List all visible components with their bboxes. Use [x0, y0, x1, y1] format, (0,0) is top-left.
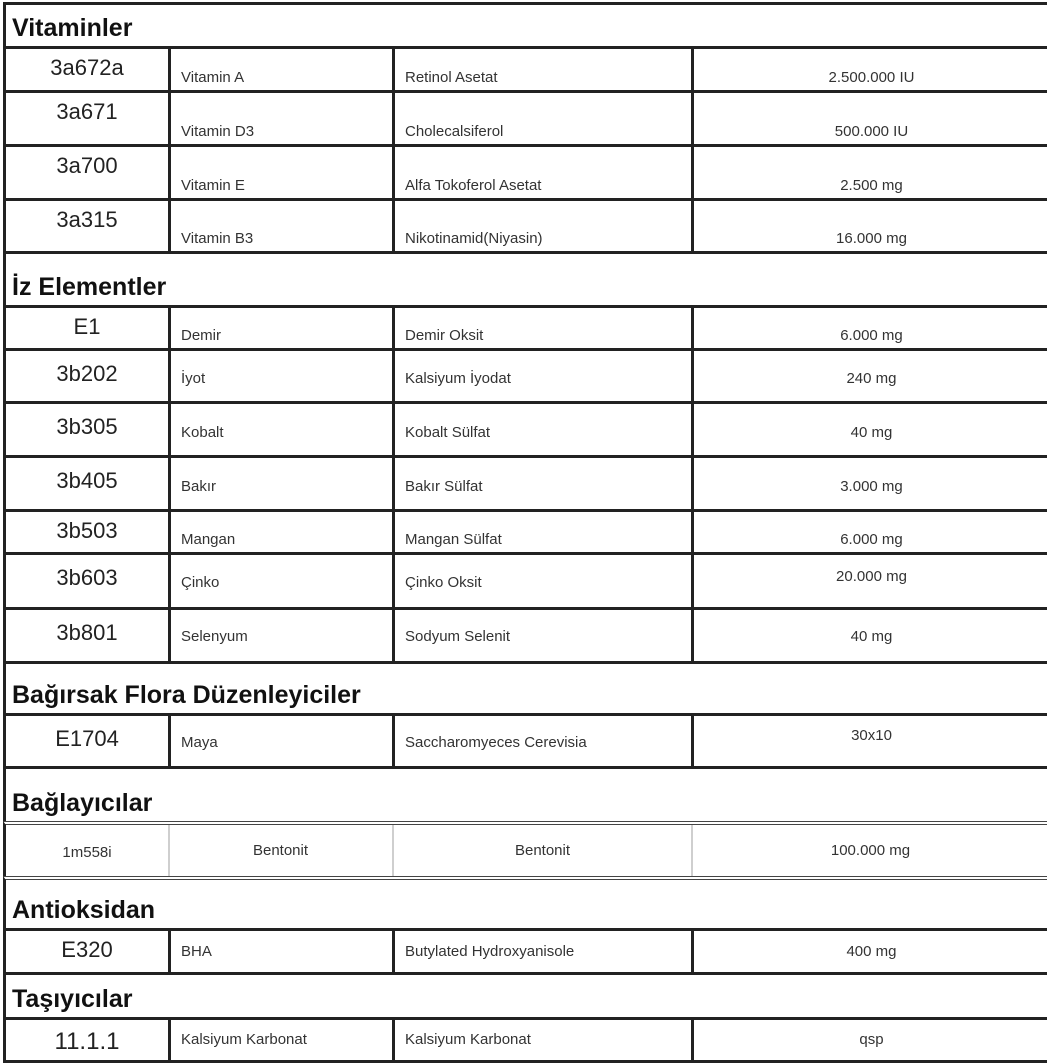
section-title: Vitaminler: [12, 14, 133, 42]
name-cell: Vitamin A: [181, 69, 245, 86]
table-row: [3, 46, 1047, 90]
amount-cell: 100.000 mg: [830, 842, 911, 859]
amount-cell: qsp: [859, 1031, 884, 1048]
source-cell: Saccharomyeces Cerevisia: [405, 734, 587, 751]
amount-cell: 500.000 IU: [834, 123, 909, 140]
name-cell: Vitamin E: [181, 177, 245, 194]
name-cell: Vitamin D3: [181, 123, 255, 140]
code-cell: 11.1.1: [54, 1028, 120, 1055]
section-header-tasiyicilar: [3, 972, 1047, 1017]
table-row: [3, 348, 1047, 401]
name-cell: Mangan: [181, 531, 236, 548]
section-title: Taşıyıcılar: [12, 985, 133, 1013]
table-row: [3, 198, 1047, 251]
code-cell: E1704: [55, 726, 119, 751]
section-header-bagirsak-flora: [3, 661, 1047, 713]
section-header-iz-elementler: [3, 251, 1047, 305]
table-row: [3, 144, 1047, 198]
table-row: [3, 928, 1047, 972]
table-row: [3, 305, 1047, 348]
table-row: [3, 1017, 1047, 1063]
code-cell: 3a700: [56, 153, 118, 178]
section-header-baglayicilar: [3, 766, 1047, 821]
name-cell: Demir: [181, 327, 221, 344]
source-cell: Bakır Sülfat: [405, 478, 483, 495]
amount-cell: 2.500 mg: [840, 177, 903, 194]
code-cell: 1m558i: [62, 844, 112, 861]
table-row: [3, 607, 1047, 661]
section-title: Bağırsak Flora Düzenleyiciler: [12, 681, 361, 709]
table-row: [3, 455, 1047, 509]
source-cell: Mangan Sülfat: [405, 531, 502, 548]
name-cell: İyot: [181, 370, 206, 387]
table-row: [3, 552, 1047, 607]
amount-cell: 30x10: [851, 727, 892, 744]
code-cell: 3b202: [56, 361, 118, 386]
section-header-antioksidan: [3, 876, 1047, 928]
code-cell: 3a672a: [50, 55, 124, 80]
name-cell: Bentonit: [252, 842, 309, 859]
name-cell: Maya: [181, 734, 218, 751]
code-cell: 3b305: [56, 414, 118, 439]
code-cell: E1: [73, 314, 101, 339]
amount-cell: 3.000 mg: [840, 478, 903, 495]
section-title: Bağlayıcılar: [12, 789, 153, 817]
source-cell: Demir Oksit: [405, 327, 484, 344]
table-row: [3, 509, 1047, 552]
source-cell: Kalsiyum İyodat: [405, 370, 511, 387]
code-cell: 3a315: [56, 207, 118, 232]
source-cell: Retinol Asetat: [405, 69, 498, 86]
code-cell: 3a671: [56, 99, 118, 124]
table-row: [3, 90, 1047, 144]
table-row: [3, 821, 1047, 876]
amount-cell: 16.000 mg: [836, 230, 907, 247]
code-cell: 3b603: [56, 565, 118, 590]
amount-cell: 2.500.000 IU: [828, 69, 915, 86]
name-cell: Çinko: [181, 574, 220, 591]
source-cell: Nikotinamid(Niyasin): [405, 230, 543, 247]
section-header-vitaminler: [3, 2, 1047, 46]
code-cell: 3b801: [56, 620, 118, 645]
source-cell: Kalsiyum Karbonat: [405, 1031, 531, 1048]
amount-cell: 40 mg: [850, 424, 893, 441]
name-cell: Kobalt: [181, 424, 224, 441]
amount-cell: 6.000 mg: [840, 327, 903, 344]
source-cell: Çinko Oksit: [405, 574, 482, 591]
name-cell: Bakır: [181, 478, 217, 495]
source-cell: Kobalt Sülfat: [405, 424, 491, 441]
name-cell: BHA: [181, 943, 212, 960]
source-cell: Sodyum Selenit: [405, 628, 511, 645]
source-cell: Butylated Hydroxyanisole: [405, 943, 575, 960]
table-row: [3, 713, 1047, 766]
table-row: [3, 401, 1047, 455]
name-cell: Selenyum: [181, 628, 248, 645]
code-cell: E320: [61, 937, 113, 962]
source-cell: Bentonit: [514, 842, 571, 859]
amount-cell: 400 mg: [846, 943, 897, 960]
code-cell: 3b405: [56, 468, 118, 493]
amount-cell: 40 mg: [850, 628, 893, 645]
section-title: Antioksidan: [12, 896, 156, 924]
code-cell: 3b503: [56, 518, 118, 543]
name-cell: Kalsiyum Karbonat: [181, 1031, 307, 1048]
composition-table: [3, 2, 1047, 1063]
source-cell: Alfa Tokoferol Asetat: [405, 177, 542, 194]
name-cell: Vitamin B3: [181, 230, 254, 247]
source-cell: Cholecalsiferol: [405, 123, 504, 140]
amount-cell: 20.000 mg: [836, 568, 907, 585]
section-title: İz Elementler: [12, 273, 167, 301]
amount-cell: 6.000 mg: [840, 531, 903, 548]
amount-cell: 240 mg: [846, 370, 897, 387]
